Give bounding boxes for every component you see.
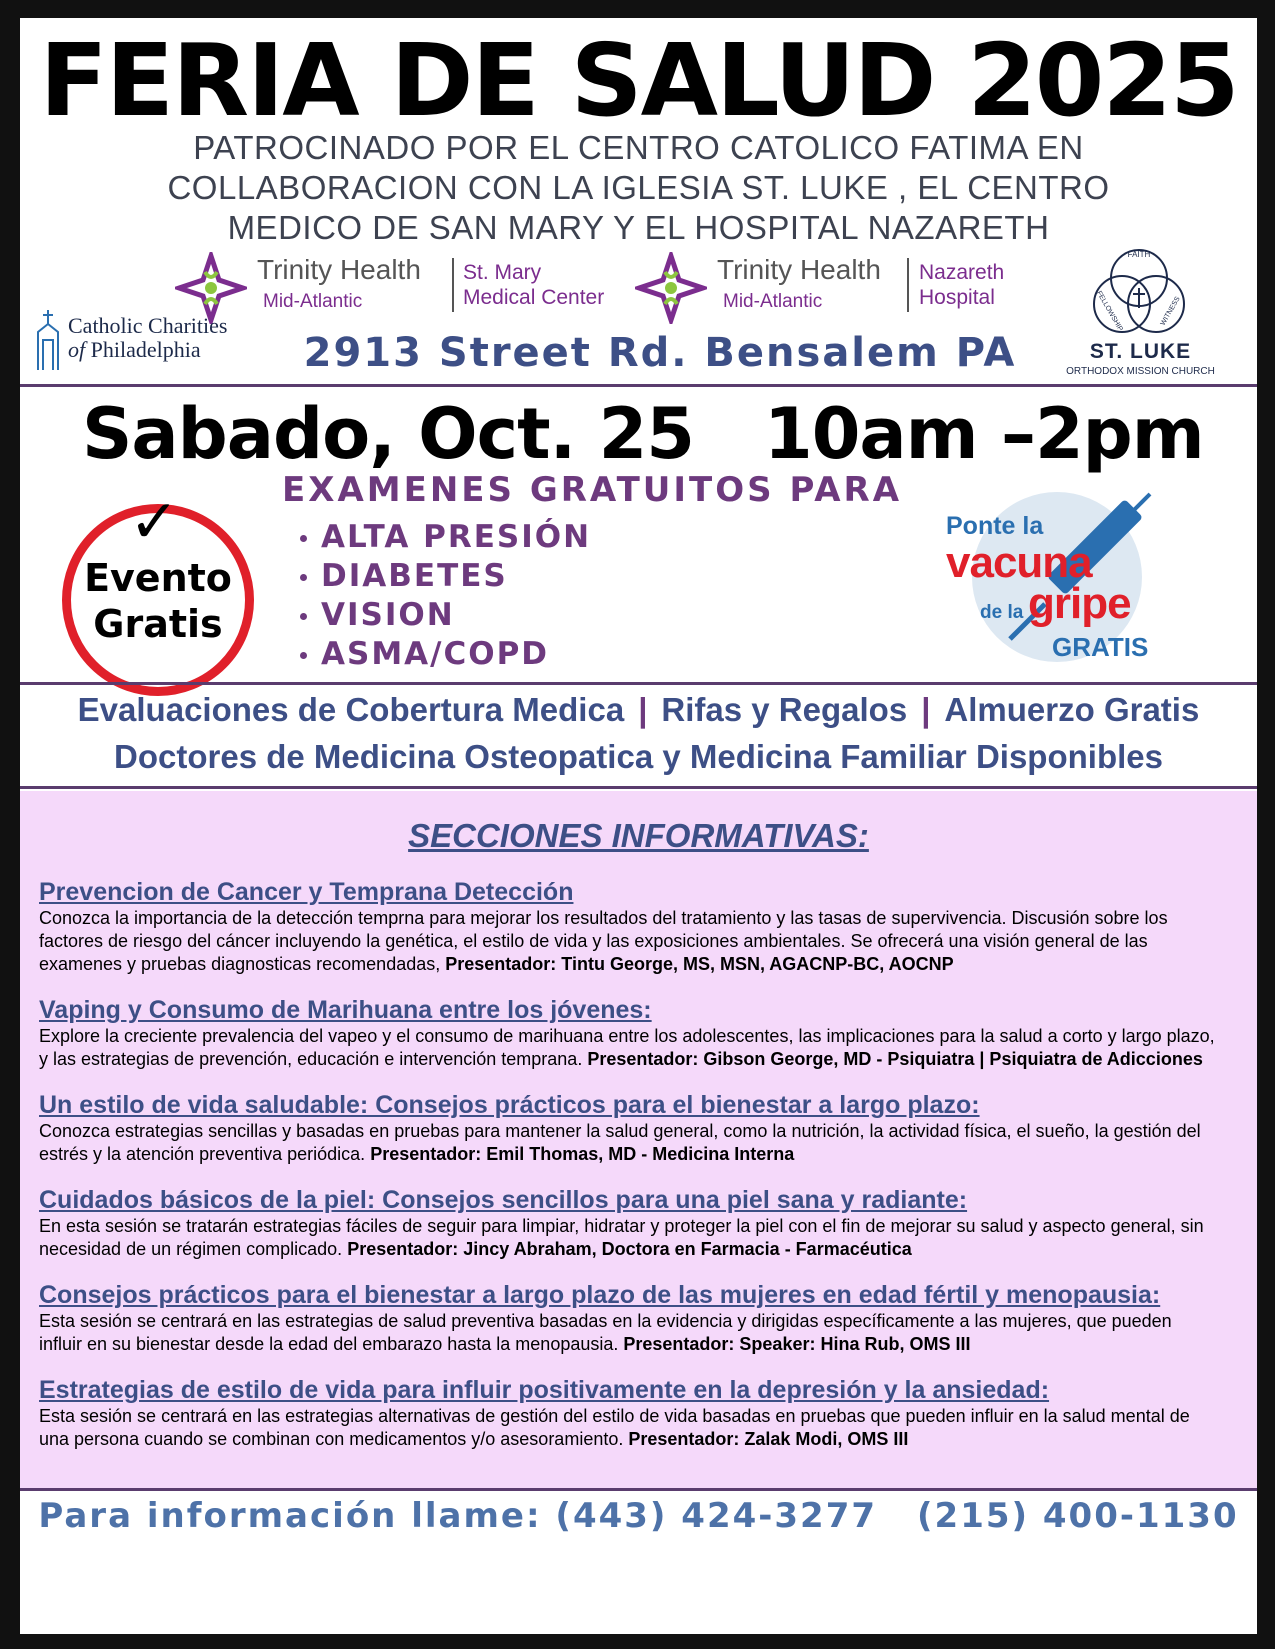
logo-divider — [452, 258, 454, 312]
badge-text — [71, 555, 245, 647]
exam-label: DIABETES — [321, 558, 508, 594]
event-address: 2913 Street Rd. Bensalem PA — [303, 330, 1017, 376]
subtitle-line: PATROCINADO POR EL CENTRO CATOLICO FATIMA EN — [193, 129, 1084, 166]
hospital-name-line1: St. Mary — [463, 261, 542, 284]
catholic-charities-logo — [34, 308, 274, 378]
bullet-icon — [300, 574, 307, 581]
services-block — [20, 686, 1257, 780]
section-divider — [20, 1488, 1257, 1491]
session-body — [39, 1025, 1219, 1071]
session-title: Vaping y Consumo de Marihuana entre los jóvenes: — [39, 996, 652, 1024]
ring-word-faith: FAITH — [1127, 250, 1151, 259]
sponsor-subtitle — [100, 128, 1177, 248]
flu-line2: vacuna — [946, 538, 1092, 587]
trinity-name: Trinity Health — [257, 254, 421, 285]
session-description: Conozca estrategias sencillas y basadas en pruebas para mantener la salud general, como la nutrición, la actividad física, el sueño, la gestión del estrés y la atención preventiva periódica. — [39, 1121, 1201, 1164]
cc-of: of — [68, 337, 86, 362]
session-presenter: Presentador: Jincy Abraham, Doctora en Farmacia - Farmacéutica — [347, 1239, 912, 1259]
session-title: Estrategias de estilo de vida para influir positivamente en la depresión y la ansiedad: — [39, 1376, 1050, 1404]
session-title: Prevencion de Cancer y Temprana Detección — [39, 878, 574, 906]
catholic-charities-text — [68, 314, 227, 362]
list-item — [300, 596, 591, 635]
page-title: FERIA DE SALUD 2025 — [39, 22, 1238, 139]
trinity-health-nazareth-logo — [635, 246, 1055, 336]
exam-label: VISION — [321, 597, 455, 633]
session-body — [39, 1405, 1219, 1451]
session-description: Explore la creciente prevalencia del vapeo y el consumo de marihuana entre los adolescentes, las implicaciones para la salud a corto y largo plazo, y las estrategias de prevención, educación e intervención temprana. — [39, 1026, 1215, 1069]
session-description: Esta sesión se centrará en las estrategias de salud preventiva basadas en la evidencia y dirigidas específicamente a las mujeres, que pueden influir en su bienestar desde la edad del embarazo hasta la menopausia. — [39, 1311, 1172, 1354]
section-divider — [20, 384, 1257, 387]
session-body — [39, 907, 1219, 976]
ring-word-witness: WITNESS — [1159, 295, 1182, 327]
event-date: Sabado, Oct. 25 — [82, 393, 694, 475]
contact-line — [20, 1496, 1257, 1536]
st-luke-sub: ORTHODOX MISSION CHURCH — [1066, 366, 1215, 377]
bullet-icon — [300, 535, 307, 542]
session-description: Esta sesión se centrará en las estrategias alternativas de gestión del estilo de vida basadas en pruebas que pueden influir en la salud mental de una persona cuando se combinan con medicamentos y/o asesoramiento. — [39, 1406, 1190, 1449]
trinity-sub: Mid-Atlantic — [723, 291, 823, 312]
session-presenter: Presentador: Emil Thomas, MD - Medicina Interna — [370, 1144, 795, 1164]
exams-list — [300, 518, 591, 674]
list-item — [300, 518, 591, 557]
list-item — [39, 1185, 1219, 1261]
service-item: Almuerzo Gratis — [944, 691, 1200, 728]
services-line1 — [20, 686, 1257, 733]
session-body — [39, 1310, 1219, 1356]
hospital-name-line2: Hospital — [919, 286, 995, 309]
badge-line2: Gratis — [93, 602, 223, 646]
session-presenter: Presentador: Zalak Modi, OMS III — [628, 1429, 909, 1449]
event-time: 10am –2pm — [764, 393, 1204, 475]
service-separator: | — [921, 691, 931, 728]
list-item — [39, 1090, 1219, 1166]
services-line2: Doctores de Medicina Osteopatica y Medicina Familiar Disponibles — [114, 738, 1163, 775]
flu-line5: GRATIS — [1052, 632, 1149, 662]
sessions-list — [39, 877, 1219, 1470]
trinity-sub: Mid-Atlantic — [263, 291, 363, 312]
session-presenter: Presentador: Speaker: Hina Rub, OMS III — [623, 1334, 971, 1354]
st-luke-name: ST. LUKE — [1089, 340, 1192, 363]
checkmark-icon: ✓ — [129, 488, 180, 555]
hospital-name-line1: Nazareth — [919, 261, 1005, 284]
event-date-time — [82, 393, 1202, 475]
badge-line1: Evento — [84, 556, 232, 600]
section-divider — [20, 682, 1257, 685]
flyer-page — [20, 18, 1257, 1634]
cc-line1: Catholic Charities — [68, 313, 228, 338]
list-item — [39, 1280, 1219, 1356]
session-description: Conozca la importancia de la detección temprna para mejorar los resultados del tratamiento y las tasas de supervivencia. Discusión sobre los factores de riesgo del cáncer incluyendo la genética, el estilo de vida y las exposiciones ambientales. Se ofrecerá una visión general de las examenes y pruebas diagnosticas recomendadas, — [39, 908, 1168, 974]
list-item — [39, 1375, 1219, 1451]
session-body — [39, 1120, 1219, 1166]
st-luke-circles-icon — [1086, 246, 1192, 336]
ring-word-fellowship: FELLOWSHIP — [1094, 289, 1124, 333]
logo-divider — [907, 258, 909, 312]
flu-line3: de la — [980, 602, 1024, 623]
phone-number[interactable]: (443) 424-3277 — [555, 1496, 878, 1536]
st-luke-logo — [1058, 246, 1223, 386]
subtitle-line: MEDICO DE SAN MARY Y EL HOSPITAL NAZARETH — [227, 209, 1050, 246]
service-separator: | — [638, 691, 648, 728]
session-title: Consejos prácticos para el bienestar a largo plazo de las mujeres en edad fértil y menopausia: — [39, 1281, 1161, 1309]
exams-heading: EXAMENES GRATUITOS PARA — [282, 470, 903, 510]
list-item — [39, 995, 1219, 1071]
info-sessions-panel — [20, 791, 1257, 1488]
list-item — [39, 877, 1219, 976]
church-icon — [34, 310, 62, 372]
exam-label: ASMA/COPD — [321, 636, 550, 672]
trinity-right-label — [463, 260, 604, 310]
trinity-name: Trinity Health — [717, 254, 881, 285]
exam-label: ALTA PRESIÓN — [321, 519, 592, 555]
service-item: Evaluaciones de Cobertura Medica — [77, 691, 625, 728]
free-event-badge — [62, 488, 254, 696]
session-title: Un estilo de vida saludable: Consejos prácticos para el bienestar a largo plazo: — [39, 1091, 980, 1119]
cc-line2: Philadelphia — [90, 337, 201, 362]
section-divider — [20, 786, 1257, 789]
list-item — [300, 635, 591, 674]
subtitle-line: COLLABORACION CON LA IGLESIA ST. LUKE , EL CENTRO — [167, 169, 1110, 206]
list-item — [300, 557, 591, 596]
hospital-name-line2: Medical Center — [463, 286, 605, 309]
flu-vaccine-graphic — [940, 486, 1165, 666]
session-body — [39, 1215, 1219, 1261]
info-heading: SECCIONES INFORMATIVAS: — [408, 817, 869, 854]
phone-number[interactable]: (215) 400-1130 — [917, 1496, 1239, 1536]
session-presenter: Presentador: Gibson George, MD - Psiquiatra | Psiquiatra de Adicciones — [587, 1049, 1203, 1069]
contact-label: Para información llame: — [38, 1496, 542, 1536]
flu-line4: gripe — [1028, 579, 1131, 628]
flu-line1: Ponte la — [946, 512, 1044, 540]
bullet-icon — [300, 652, 307, 659]
trinity-cross-icon — [635, 252, 707, 324]
service-item: Rifas y Regalos — [661, 691, 908, 728]
session-presenter: Presentador: Tintu George, MS, MSN, AGACNP-BC, AOCNP — [445, 954, 954, 974]
bullet-icon — [300, 613, 307, 620]
trinity-right-label — [919, 260, 1004, 310]
session-title: Cuidados básicos de la piel: Consejos sencillos para una piel sana y radiante: — [39, 1186, 968, 1214]
session-description: En esta sesión se tratarán estrategias fáciles de seguir para limpiar, hidratar y proteger la piel con el fin de mejorar su salud y aspecto general, sin necesidad de un régimen complicado. — [39, 1216, 1204, 1259]
